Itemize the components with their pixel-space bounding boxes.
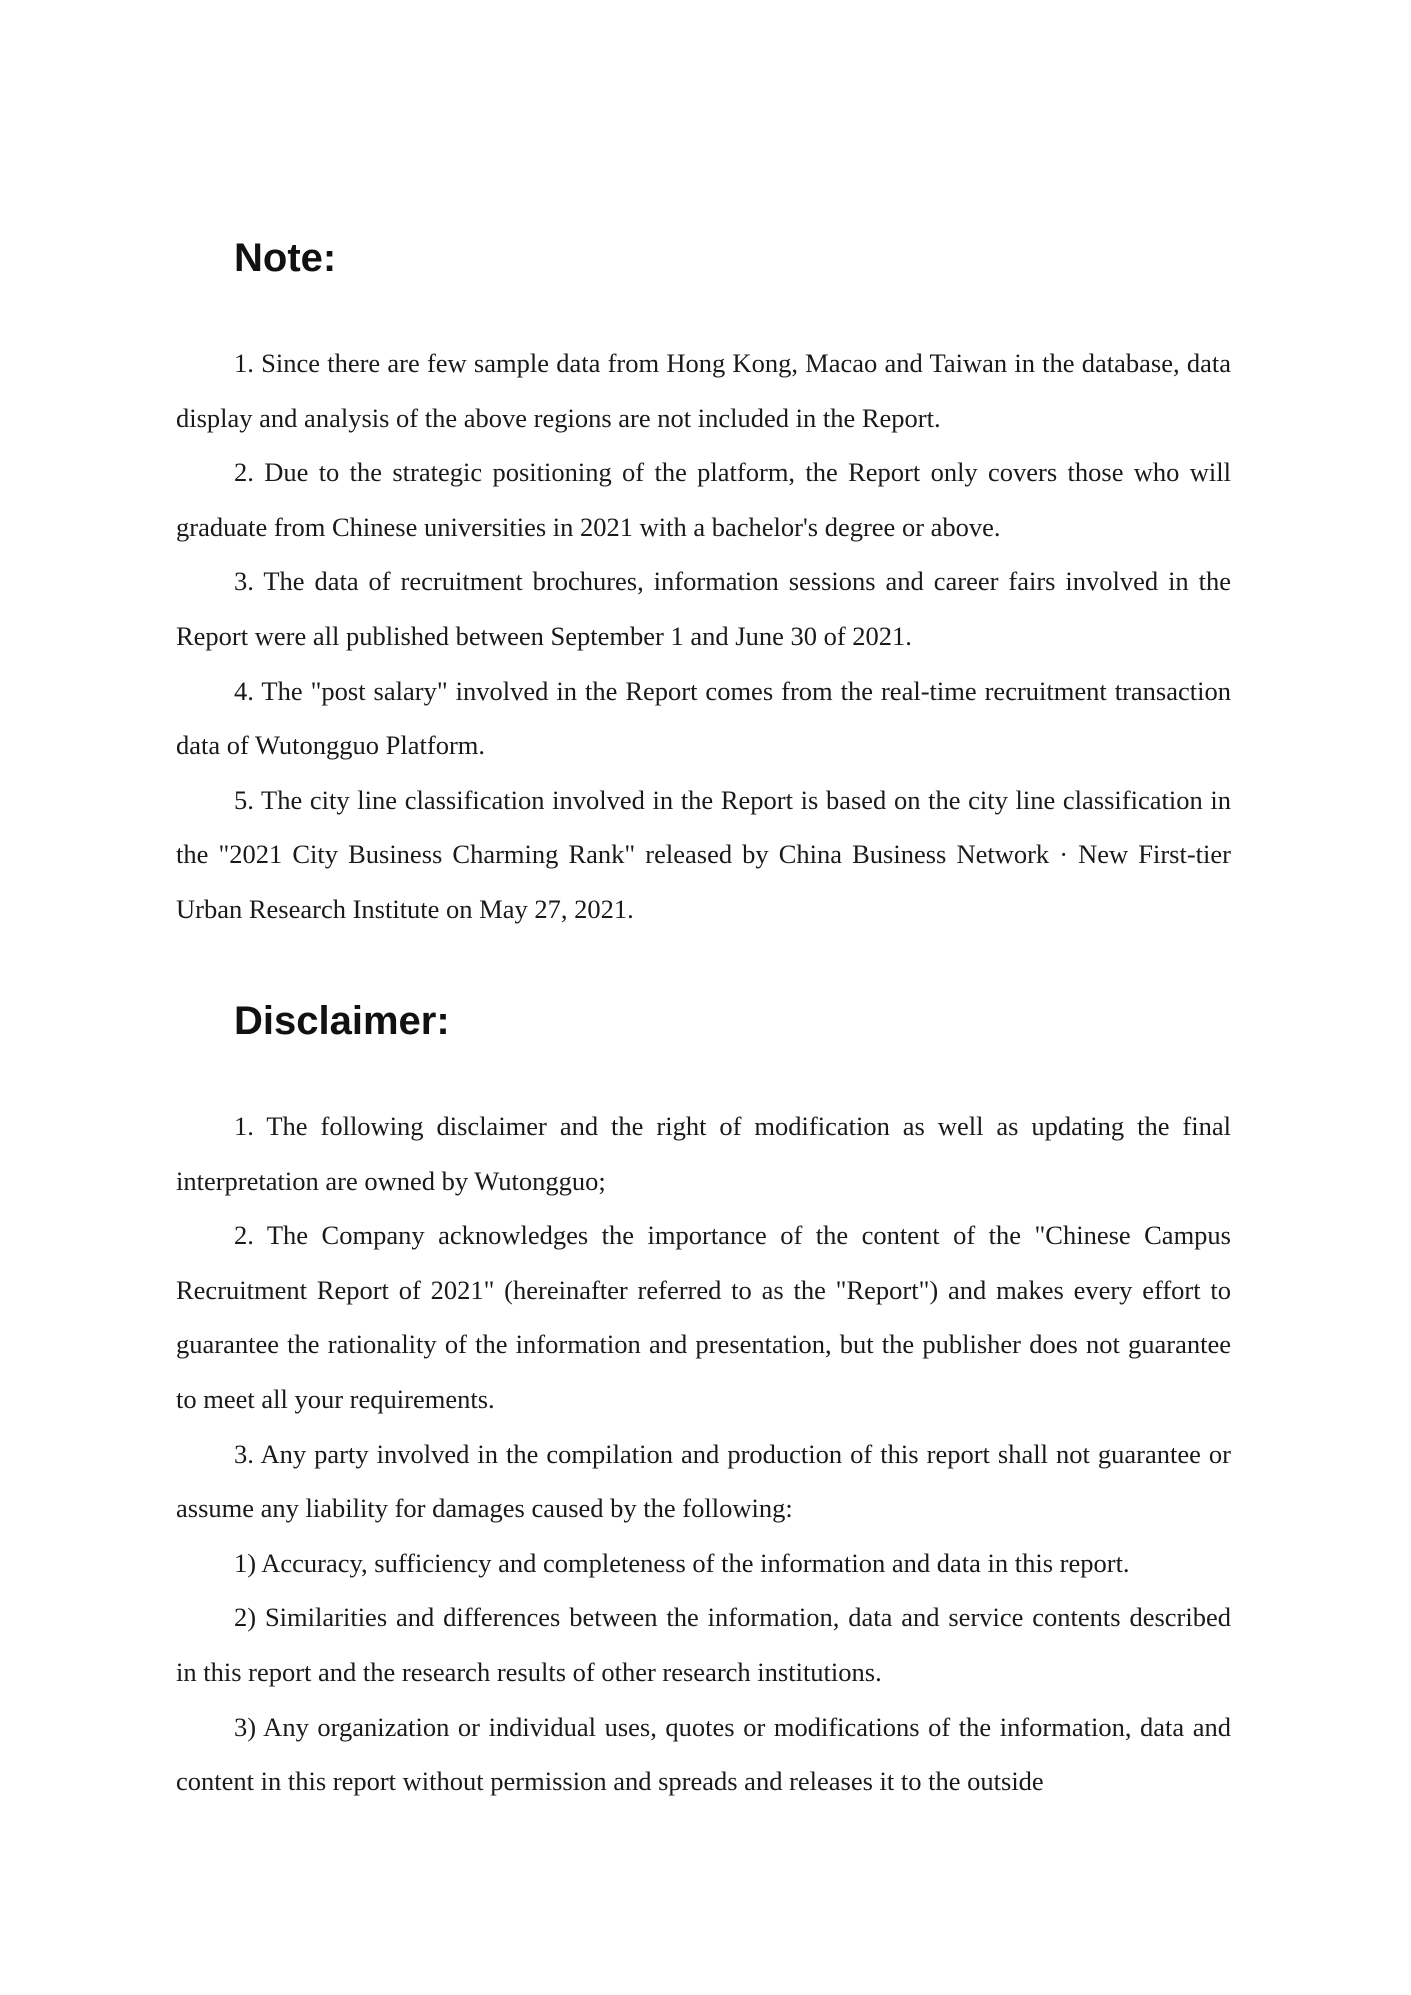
note-list bbox=[176, 336, 1231, 937]
disclaimer-item-2: 2. The Company acknowledges the importance of the content of the "Chinese Campus Recruitment Report of 2021" (hereinafter referred to as the "Report") and makes every effort to guarantee the rationality of the information and presentation, but the publisher does not guarantee to meet all your requirements. bbox=[176, 1220, 1231, 1414]
disclaimer-subitem-1: 1) Accuracy, sufficiency and completeness of the information and data in this report. bbox=[234, 1547, 1130, 1578]
note-heading: Note: bbox=[234, 236, 337, 280]
disclaimer-heading: Disclaimer: bbox=[234, 999, 450, 1043]
disclaimer-subitem-2: 2) Similarities and differences between the information, data and service contents described in this report and the research results of other research institutions. bbox=[176, 1602, 1231, 1687]
note-item-2: 2. Due to the strategic positioning of the platform, the Report only covers those who will graduate from Chinese universities in 2021 with a bachelor's degree or above. bbox=[176, 457, 1231, 542]
note-item-1: 1. Since there are few sample data from Hong Kong, Macao and Taiwan in the database, data display and analysis of the above regions are not included in the Report. bbox=[176, 348, 1231, 433]
note-item-3: 3. The data of recruitment brochures, information sessions and career fairs involved in the Report were all published between September 1 and June 30 of 2021. bbox=[176, 566, 1231, 651]
disclaimer-item-1: 1. The following disclaimer and the right of modification as well as updating the final interpretation are owned by Wutongguo; bbox=[176, 1111, 1231, 1196]
note-item-4: 4. The "post salary" involved in the Report comes from the real-time recruitment transaction data of Wutongguo Platform. bbox=[176, 675, 1231, 761]
disclaimer-subitem-3: 3) Any organization or individual uses, quotes or modifications of the information, data and content in this report without permission and spreads and releases it to the outside bbox=[176, 1711, 1231, 1797]
disclaimer-list bbox=[176, 1099, 1231, 1809]
note-item-5: 5. The city line classification involved in the Report is based on the city line classification in the "2021 City Business Charming Rank" released by China Business Network · New First-tier Urban Research Institute on May 27, 2021. bbox=[176, 784, 1231, 924]
disclaimer-item-3: 3. Any party involved in the compilation and production of this report shall not guarantee or assume any liability for damages caused by the following: bbox=[176, 1438, 1231, 1524]
